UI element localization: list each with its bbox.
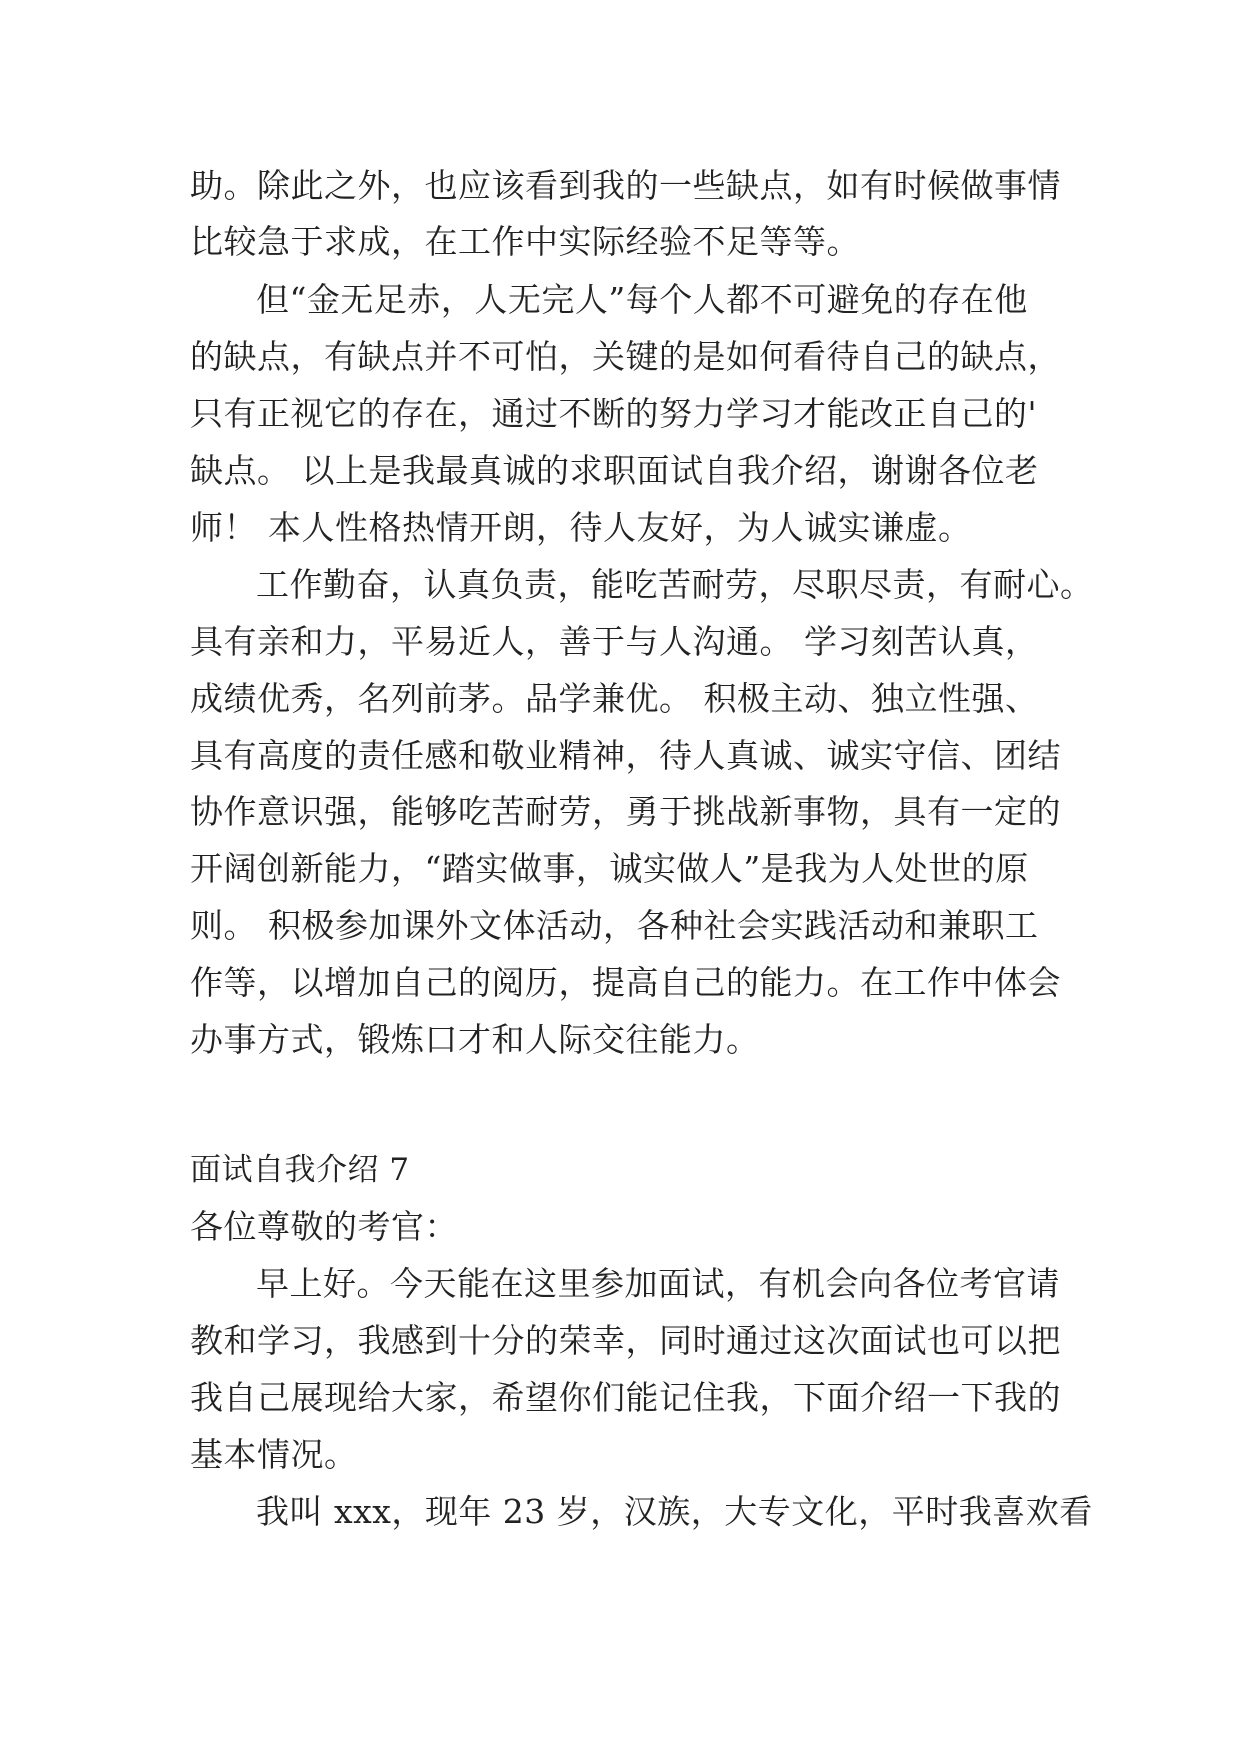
text-line: 成绩优秀，名列前茅。品学兼优。 积极主动、独立性强、 [190,679,1039,718]
text-line: 具有高度的责任感和敬业精神，待人真诚、诚实守信、团结 [190,736,1061,775]
salutation: 各位尊敬的考官： [190,1207,458,1246]
text-line: 办事方式，锻炼口才和人际交往能力。 [190,1020,760,1059]
text-line: 比较急于求成，在工作中实际经验不足等等。 [190,222,860,261]
text-line: 只有正视它的存在，通过不断的努力学习才能改正自己的' [190,394,1038,433]
text-line: 则。 积极参加课外文体活动，各种社会实践活动和兼职工 [190,906,1039,945]
text-line: 协作意识强，能够吃苦耐劳，勇于挑战新事物，具有一定的 [190,792,1061,831]
section-heading: 面试自我介绍 7 [190,1152,410,1188]
text-line: 我叫 xxx，现年 23 岁，汉族，大专文化，平时我喜欢看 [256,1492,1093,1531]
text-line: 工作勤奋，认真负责，能吃苦耐劳，尽职尽责，有耐心。 [256,565,1094,604]
text-line: 基本情况。 [190,1435,358,1474]
text-line: 教和学习，我感到十分的荣幸，同时通过这次面试也可以把 [190,1321,1061,1360]
text-line: 我自己展现给大家，希望你们能记住我，下面介绍一下我的 [190,1378,1061,1417]
text-line: 师！ 本人性格热情开朗，待人友好，为人诚实谦虚。 [190,508,972,547]
text-line: 的缺点，有缺点并不可怕，关键的是如何看待自己的缺点， [190,337,1061,376]
text-line: 具有亲和力，平易近人，善于与人沟通。 学习刻苦认真， [190,622,1039,661]
text-line: 但“金无足赤，人无完人”每个人都不可避免的存在他 [256,280,1028,319]
text-line: 缺点。 以上是我最真诚的求职面试自我介绍，谢谢各位老 [190,451,1039,490]
text-line: 早上好。今天能在这里参加面试，有机会向各位考官请 [256,1264,1060,1303]
text-line: 开阔创新能力，“踏实做事，诚实做人”是我为人处世的原 [190,849,1029,888]
text-line: 助。除此之外，也应该看到我的一些缺点，如有时候做事情 [190,166,1061,205]
text-line: 作等，以增加自己的阅历，提高自己的能力。在工作中体会 [190,963,1061,1002]
